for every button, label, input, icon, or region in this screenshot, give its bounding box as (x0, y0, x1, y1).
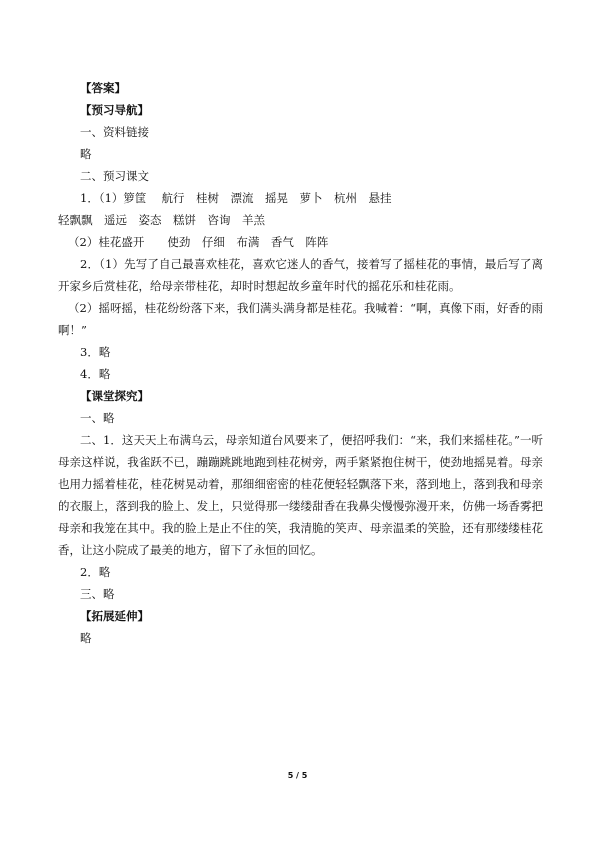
vocabulary-line: （2）桂花盛开 使劲 仔细 布满 香气 阵阵 (68, 235, 329, 249)
answer-heading: 【答案】 (80, 81, 126, 95)
document-body (58, 77, 543, 649)
vocabulary-line: 1．（1）箩筐 航行 桂树 漂流 摇晃 萝卜 杭州 悬挂 (80, 191, 392, 205)
answer-text: 略 (80, 147, 92, 161)
answer-paragraph: 2．（1）先写了自己最喜欢桂花，喜欢它迷人的香气，接着写了摇桂花的事情，最后写了离开家乡后赏桂花，给母亲带桂花，却时时想起故乡童年时代的摇花乐和桂花雨。 (58, 257, 543, 293)
subsection-heading: 二、预习课文 (80, 169, 149, 183)
answer-text: 3．略 (80, 345, 111, 359)
answer-text: 4．略 (80, 367, 111, 381)
answer-paragraph: （2）摇呀摇，桂花纷纷落下来，我们满头满身都是桂花。我喊着：“啊，真像下雨，好香的雨啊！” (58, 301, 543, 337)
vocabulary-line: 轻飘飘 遥远 姿态 糕饼 咨询 羊羔 (58, 213, 265, 227)
answer-text: 2．略 (80, 565, 111, 579)
page-number: 5 / 5 (287, 771, 308, 780)
answer-text: 三、略 (80, 587, 115, 601)
answer-paragraph: 二、1．这天天上布满乌云，母亲知道台风要来了，便招呼我们：“来，我们来摇桂花。”一听母亲这样说，我雀跃不已，蹦蹦跳跳地跑到桂花树旁，两手紧紧抱住树干，使劲地摇晃着。母亲也用力摇着桂花，桂花树晃动着，那细细密密的桂花便轻轻飘落下来，落到地上，落到我和母亲的衣服上，落到我的脸上、发上，只觉得那一缕缕甜香在我鼻尖慢慢弥漫开来，仿佛一场香雾把母亲和我笼在其中。我的脸上是止不住的笑，我清脆的笑声、母亲温柔的笑脸，还有那缕缕桂花香，让这小院成了最美的地方，留下了永恒的回忆。 (58, 433, 543, 557)
answer-text: 略 (80, 631, 92, 645)
section-heading-extension: 【拓展延伸】 (80, 609, 149, 623)
section-heading-class: 【课堂探究】 (80, 389, 149, 403)
section-heading-preview: 【预习导航】 (80, 103, 149, 117)
answer-text: 一、略 (80, 411, 115, 425)
subsection-heading: 一、资料链接 (80, 125, 149, 139)
